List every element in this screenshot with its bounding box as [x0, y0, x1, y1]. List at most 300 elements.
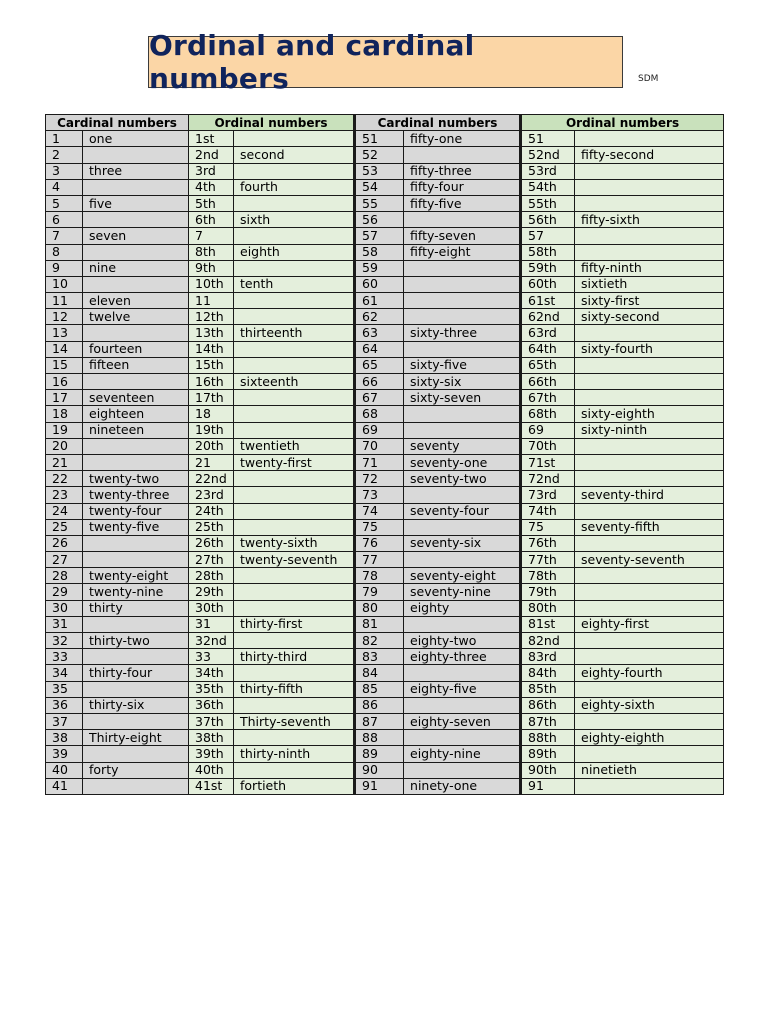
left-ordinal-number-cell: 7: [189, 228, 234, 244]
left-ordinal-number-cell: 26th: [189, 535, 234, 551]
left-ordinal-word-cell: [234, 357, 355, 373]
left-ordinal-word-cell: [234, 665, 355, 681]
left-cardinal-number-cell: 32: [46, 633, 83, 649]
right-ordinal-word-cell: [575, 584, 724, 600]
right-ordinal-number-cell: 76th: [521, 535, 575, 551]
table-row: [46, 357, 724, 373]
left-cardinal-word-cell: eighteen: [83, 406, 189, 422]
right-cardinal-word-cell: fifty-one: [404, 131, 521, 147]
right-cardinal-word-cell: sixty-five: [404, 357, 521, 373]
table-row: [46, 778, 724, 794]
right-cardinal-word-cell: seventy-two: [404, 471, 521, 487]
table-row: [46, 341, 724, 357]
right-ordinal-number-cell: 58th: [521, 244, 575, 260]
left-ordinal-number-cell: 2nd: [189, 147, 234, 163]
right-ordinal-number-cell: 65th: [521, 357, 575, 373]
left-cardinal-word-cell: twenty-three: [83, 487, 189, 503]
right-cardinal-number-cell: 61: [355, 293, 404, 309]
left-cardinal-word-cell: twenty-five: [83, 519, 189, 535]
right-ordinal-word-cell: [575, 163, 724, 179]
left-cardinal-word-cell: fourteen: [83, 341, 189, 357]
right-cardinal-number-cell: 51: [355, 131, 404, 147]
right-ordinal-word-cell: [575, 568, 724, 584]
right-ordinal-number-cell: 79th: [521, 584, 575, 600]
table-body: [46, 131, 724, 795]
right-ordinal-number-cell: 86th: [521, 697, 575, 713]
table-row: [46, 535, 724, 551]
right-cardinal-number-cell: 72: [355, 471, 404, 487]
right-cardinal-number-cell: 84: [355, 665, 404, 681]
right-cardinal-word-cell: sixty-six: [404, 374, 521, 390]
right-cardinal-number-cell: 66: [355, 374, 404, 390]
table-row: [46, 147, 724, 163]
right-cardinal-word-cell: [404, 341, 521, 357]
right-cardinal-word-cell: eighty-five: [404, 681, 521, 697]
right-ordinal-number-cell: 74th: [521, 503, 575, 519]
left-ordinal-number-cell: 24th: [189, 503, 234, 519]
left-ordinal-word-cell: [234, 503, 355, 519]
right-cardinal-number-cell: 53: [355, 163, 404, 179]
right-ordinal-number-cell: 85th: [521, 681, 575, 697]
left-cardinal-word-cell: fifteen: [83, 357, 189, 373]
left-ordinal-number-cell: 34th: [189, 665, 234, 681]
right-ordinal-word-cell: [575, 778, 724, 794]
left-cardinal-number-cell: 40: [46, 762, 83, 778]
right-cardinal-word-cell: [404, 665, 521, 681]
left-ordinal-word-cell: [234, 568, 355, 584]
left-cardinal-number-cell: 33: [46, 649, 83, 665]
left-ordinal-number-cell: 37th: [189, 713, 234, 729]
right-cardinal-word-cell: [404, 487, 521, 503]
right-cardinal-word-cell: [404, 762, 521, 778]
left-cardinal-number-cell: 18: [46, 406, 83, 422]
right-ordinal-word-cell: sixty-ninth: [575, 422, 724, 438]
left-ordinal-word-cell: twenty-sixth: [234, 535, 355, 551]
right-cardinal-number-cell: 60: [355, 276, 404, 292]
right-cardinal-word-cell: [404, 616, 521, 632]
table-row: [46, 600, 724, 616]
right-ordinal-number-cell: 70th: [521, 438, 575, 454]
table-row: [46, 454, 724, 470]
right-cardinal-number-cell: 64: [355, 341, 404, 357]
left-ordinal-number-cell: 16th: [189, 374, 234, 390]
table-row: [46, 713, 724, 729]
right-ordinal-word-cell: [575, 179, 724, 195]
right-ordinal-word-cell: [575, 471, 724, 487]
left-cardinal-number-cell: 34: [46, 665, 83, 681]
right-cardinal-word-cell: [404, 309, 521, 325]
table-row: [46, 422, 724, 438]
left-ordinal-number-cell: 39th: [189, 746, 234, 762]
right-ordinal-word-cell: [575, 390, 724, 406]
left-ordinal-word-cell: eighth: [234, 244, 355, 260]
left-cardinal-word-cell: [83, 649, 189, 665]
right-cardinal-number-cell: 56: [355, 212, 404, 228]
right-cardinal-word-cell: ninety-one: [404, 778, 521, 794]
right-cardinal-word-cell: [404, 147, 521, 163]
right-ordinal-number-cell: 56th: [521, 212, 575, 228]
table-row: [46, 697, 724, 713]
left-ordinal-word-cell: twenty-first: [234, 454, 355, 470]
left-cardinal-number-cell: 20: [46, 438, 83, 454]
left-ordinal-word-cell: tenth: [234, 276, 355, 292]
left-ordinal-number-cell: 18: [189, 406, 234, 422]
left-ordinal-number-cell: 40th: [189, 762, 234, 778]
right-cardinal-number-cell: 74: [355, 503, 404, 519]
right-ordinal-number-cell: 72nd: [521, 471, 575, 487]
left-ordinal-word-cell: sixteenth: [234, 374, 355, 390]
table-row: [46, 374, 724, 390]
right-ordinal-number-cell: 80th: [521, 600, 575, 616]
left-cardinal-number-cell: 36: [46, 697, 83, 713]
right-ordinal-number-cell: 55th: [521, 195, 575, 211]
right-cardinal-word-cell: seventy-nine: [404, 584, 521, 600]
left-cardinal-word-cell: thirty-two: [83, 633, 189, 649]
right-cardinal-number-cell: 90: [355, 762, 404, 778]
left-cardinal-word-cell: five: [83, 195, 189, 211]
left-cardinal-number-cell: 35: [46, 681, 83, 697]
left-ordinal-word-cell: fortieth: [234, 778, 355, 794]
left-ordinal-number-cell: 25th: [189, 519, 234, 535]
left-ordinal-number-cell: 22nd: [189, 471, 234, 487]
left-cardinal-number-cell: 39: [46, 746, 83, 762]
left-ordinal-number-cell: 28th: [189, 568, 234, 584]
right-cardinal-number-cell: 81: [355, 616, 404, 632]
table-row: [46, 195, 724, 211]
left-cardinal-number-cell: 25: [46, 519, 83, 535]
left-ordinal-number-cell: 15th: [189, 357, 234, 373]
left-cardinal-word-cell: [83, 179, 189, 195]
right-ordinal-number-cell: 62nd: [521, 309, 575, 325]
right-ordinal-word-cell: [575, 357, 724, 373]
right-ordinal-number-cell: 89th: [521, 746, 575, 762]
left-ordinal-word-cell: [234, 195, 355, 211]
right-cardinal-word-cell: fifty-four: [404, 179, 521, 195]
table-row: [46, 244, 724, 260]
left-ordinal-number-cell: 30th: [189, 600, 234, 616]
left-ordinal-word-cell: thirty-fifth: [234, 681, 355, 697]
right-ordinal-word-cell: [575, 503, 724, 519]
left-cardinal-word-cell: seventeen: [83, 390, 189, 406]
right-cardinal-number-cell: 91: [355, 778, 404, 794]
right-cardinal-number-cell: 73: [355, 487, 404, 503]
left-ordinal-word-cell: [234, 471, 355, 487]
right-ordinal-number-cell: 59th: [521, 260, 575, 276]
left-cardinal-word-cell: [83, 713, 189, 729]
right-ordinal-word-cell: seventy-third: [575, 487, 724, 503]
right-ordinal-word-cell: [575, 681, 724, 697]
right-cardinal-word-cell: sixty-three: [404, 325, 521, 341]
right-cardinal-word-cell: seventy: [404, 438, 521, 454]
left-ordinal-word-cell: thirteenth: [234, 325, 355, 341]
left-cardinal-number-cell: 14: [46, 341, 83, 357]
left-cardinal-number-cell: 15: [46, 357, 83, 373]
left-cardinal-number-cell: 10: [46, 276, 83, 292]
right-ordinal-number-cell: 63rd: [521, 325, 575, 341]
left-ordinal-word-cell: [234, 487, 355, 503]
table-row: [46, 179, 724, 195]
right-ordinal-word-cell: [575, 600, 724, 616]
right-ordinal-number-cell: 71st: [521, 454, 575, 470]
left-cardinal-number-cell: 19: [46, 422, 83, 438]
left-cardinal-word-cell: thirty-six: [83, 697, 189, 713]
right-cardinal-number-cell: 89: [355, 746, 404, 762]
left-cardinal-number-cell: 3: [46, 163, 83, 179]
left-ordinal-word-cell: [234, 406, 355, 422]
table-row: [46, 519, 724, 535]
left-cardinal-number-cell: 38: [46, 730, 83, 746]
right-cardinal-number-cell: 82: [355, 633, 404, 649]
left-cardinal-number-cell: 37: [46, 713, 83, 729]
table-row: [46, 293, 724, 309]
left-ordinal-word-cell: [234, 131, 355, 147]
left-cardinal-number-cell: 13: [46, 325, 83, 341]
right-ordinal-number-cell: 81st: [521, 616, 575, 632]
table-row: [46, 260, 724, 276]
left-cardinal-word-cell: [83, 147, 189, 163]
table-row: [46, 131, 724, 147]
right-cardinal-word-cell: eighty-three: [404, 649, 521, 665]
left-ordinal-word-cell: [234, 600, 355, 616]
left-ordinal-word-cell: [234, 633, 355, 649]
right-cardinal-number-cell: 59: [355, 260, 404, 276]
left-ordinal-word-cell: [234, 293, 355, 309]
right-cardinal-number-cell: 76: [355, 535, 404, 551]
left-ordinal-number-cell: 1st: [189, 131, 234, 147]
right-ordinal-number-cell: 82nd: [521, 633, 575, 649]
left-ordinal-number-cell: 36th: [189, 697, 234, 713]
right-ordinal-word-cell: [575, 244, 724, 260]
left-ordinal-word-cell: [234, 519, 355, 535]
right-cardinal-word-cell: fifty-five: [404, 195, 521, 211]
left-cardinal-word-cell: [83, 276, 189, 292]
table-row: [46, 762, 724, 778]
left-cardinal-number-cell: 1: [46, 131, 83, 147]
right-ordinal-number-cell: 69: [521, 422, 575, 438]
left-cardinal-number-cell: 27: [46, 552, 83, 568]
table-row: [46, 649, 724, 665]
left-ordinal-number-cell: 12th: [189, 309, 234, 325]
right-ordinal-word-cell: [575, 713, 724, 729]
left-ordinal-number-cell: 9th: [189, 260, 234, 276]
left-ordinal-number-cell: 27th: [189, 552, 234, 568]
table-row: [46, 584, 724, 600]
left-cardinal-word-cell: [83, 616, 189, 632]
right-ordinal-number-cell: 53rd: [521, 163, 575, 179]
left-ordinal-word-cell: [234, 260, 355, 276]
left-cardinal-word-cell: [83, 325, 189, 341]
table-row: [46, 438, 724, 454]
left-ordinal-number-cell: 41st: [189, 778, 234, 794]
right-ordinal-number-cell: 67th: [521, 390, 575, 406]
right-ordinal-word-cell: sixty-eighth: [575, 406, 724, 422]
left-cardinal-word-cell: [83, 746, 189, 762]
table-row: [46, 471, 724, 487]
left-cardinal-word-cell: Thirty-eight: [83, 730, 189, 746]
left-ordinal-word-cell: thirty-first: [234, 616, 355, 632]
left-cardinal-number-cell: 28: [46, 568, 83, 584]
right-cardinal-number-cell: 62: [355, 309, 404, 325]
left-ordinal-number-cell: 32nd: [189, 633, 234, 649]
right-ordinal-word-cell: [575, 746, 724, 762]
left-cardinal-word-cell: [83, 681, 189, 697]
left-cardinal-word-cell: twelve: [83, 309, 189, 325]
table-row: [46, 568, 724, 584]
left-ordinal-word-cell: [234, 341, 355, 357]
left-cardinal-number-cell: 23: [46, 487, 83, 503]
table-row: [46, 228, 724, 244]
left-cardinal-number-cell: 30: [46, 600, 83, 616]
left-cardinal-word-cell: thirty-four: [83, 665, 189, 681]
left-ordinal-word-cell: [234, 309, 355, 325]
table-row: [46, 503, 724, 519]
left-ordinal-word-cell: [234, 584, 355, 600]
right-cardinal-number-cell: 78: [355, 568, 404, 584]
right-cardinal-word-cell: seventy-six: [404, 535, 521, 551]
left-ordinal-number-cell: 20th: [189, 438, 234, 454]
right-cardinal-number-cell: 75: [355, 519, 404, 535]
right-cardinal-word-cell: seventy-one: [404, 454, 521, 470]
right-ordinal-word-cell: eighty-fourth: [575, 665, 724, 681]
left-cardinal-word-cell: [83, 212, 189, 228]
left-cardinal-number-cell: 6: [46, 212, 83, 228]
right-cardinal-number-cell: 79: [355, 584, 404, 600]
left-cardinal-word-cell: [83, 454, 189, 470]
left-ordinal-word-cell: twenty-seventh: [234, 552, 355, 568]
page-title: Ordinal and cardinal numbers: [149, 29, 475, 95]
right-cardinal-number-cell: 55: [355, 195, 404, 211]
right-ordinal-number-cell: 54th: [521, 179, 575, 195]
left-ordinal-word-cell: fourth: [234, 179, 355, 195]
right-cardinal-number-cell: 63: [355, 325, 404, 341]
left-cardinal-number-cell: 26: [46, 535, 83, 551]
left-ordinal-number-cell: 19th: [189, 422, 234, 438]
right-cardinal-number-cell: 58: [355, 244, 404, 260]
right-ordinal-number-cell: 88th: [521, 730, 575, 746]
table-row: [46, 633, 724, 649]
numbers-table: [45, 114, 724, 795]
left-cardinal-word-cell: forty: [83, 762, 189, 778]
left-ordinal-number-cell: 31: [189, 616, 234, 632]
right-cardinal-word-cell: [404, 422, 521, 438]
left-cardinal-word-cell: twenty-eight: [83, 568, 189, 584]
left-ordinal-word-cell: [234, 762, 355, 778]
title-box: [148, 29, 623, 95]
left-ordinal-word-cell: [234, 730, 355, 746]
right-cardinal-word-cell: [404, 697, 521, 713]
header-ordinal-right: Ordinal numbers: [521, 115, 724, 131]
right-cardinal-number-cell: 83: [355, 649, 404, 665]
right-ordinal-number-cell: 84th: [521, 665, 575, 681]
right-ordinal-number-cell: 66th: [521, 374, 575, 390]
left-ordinal-word-cell: twentieth: [234, 438, 355, 454]
right-ordinal-number-cell: 87th: [521, 713, 575, 729]
left-ordinal-number-cell: 23rd: [189, 487, 234, 503]
left-cardinal-word-cell: [83, 535, 189, 551]
author-tag: SDM: [638, 74, 659, 84]
right-cardinal-number-cell: 52: [355, 147, 404, 163]
header-ordinal-left: Ordinal numbers: [189, 115, 355, 131]
right-cardinal-number-cell: 77: [355, 552, 404, 568]
right-ordinal-word-cell: [575, 374, 724, 390]
right-ordinal-word-cell: sixty-fourth: [575, 341, 724, 357]
left-cardinal-number-cell: 12: [46, 309, 83, 325]
left-cardinal-number-cell: 4: [46, 179, 83, 195]
right-cardinal-word-cell: [404, 552, 521, 568]
table-row: [46, 746, 724, 762]
right-cardinal-number-cell: 88: [355, 730, 404, 746]
left-cardinal-number-cell: 8: [46, 244, 83, 260]
left-ordinal-number-cell: 8th: [189, 244, 234, 260]
right-ordinal-word-cell: ninetieth: [575, 762, 724, 778]
left-cardinal-number-cell: 41: [46, 778, 83, 794]
right-ordinal-word-cell: eighty-eighth: [575, 730, 724, 746]
right-cardinal-word-cell: eighty-two: [404, 633, 521, 649]
right-ordinal-word-cell: seventy-seventh: [575, 552, 724, 568]
right-cardinal-number-cell: 65: [355, 357, 404, 373]
right-cardinal-number-cell: 86: [355, 697, 404, 713]
right-cardinal-word-cell: [404, 260, 521, 276]
left-ordinal-number-cell: 6th: [189, 212, 234, 228]
right-cardinal-number-cell: 87: [355, 713, 404, 729]
left-ordinal-number-cell: 29th: [189, 584, 234, 600]
right-ordinal-number-cell: 83rd: [521, 649, 575, 665]
left-cardinal-word-cell: [83, 552, 189, 568]
left-cardinal-number-cell: 21: [46, 454, 83, 470]
right-ordinal-word-cell: [575, 438, 724, 454]
left-ordinal-number-cell: 38th: [189, 730, 234, 746]
left-cardinal-number-cell: 9: [46, 260, 83, 276]
right-ordinal-number-cell: 73rd: [521, 487, 575, 503]
right-cardinal-word-cell: [404, 212, 521, 228]
right-ordinal-number-cell: 51: [521, 131, 575, 147]
right-ordinal-word-cell: fifty-sixth: [575, 212, 724, 228]
right-ordinal-word-cell: [575, 535, 724, 551]
right-ordinal-word-cell: [575, 131, 724, 147]
table-row: [46, 552, 724, 568]
right-cardinal-word-cell: sixty-seven: [404, 390, 521, 406]
table-row: [46, 681, 724, 697]
left-cardinal-word-cell: seven: [83, 228, 189, 244]
header-cardinal-left: Cardinal numbers: [46, 115, 189, 131]
left-cardinal-word-cell: [83, 778, 189, 794]
right-ordinal-word-cell: seventy-fifth: [575, 519, 724, 535]
right-cardinal-word-cell: fifty-eight: [404, 244, 521, 260]
left-cardinal-word-cell: twenty-four: [83, 503, 189, 519]
left-ordinal-word-cell: [234, 163, 355, 179]
left-cardinal-number-cell: 7: [46, 228, 83, 244]
left-ordinal-word-cell: sixth: [234, 212, 355, 228]
left-cardinal-word-cell: [83, 438, 189, 454]
right-ordinal-number-cell: 78th: [521, 568, 575, 584]
right-ordinal-number-cell: 57: [521, 228, 575, 244]
table-row: [46, 616, 724, 632]
left-ordinal-number-cell: 13th: [189, 325, 234, 341]
right-ordinal-number-cell: 75: [521, 519, 575, 535]
left-ordinal-word-cell: thirty-third: [234, 649, 355, 665]
right-ordinal-word-cell: [575, 454, 724, 470]
header-row: [46, 115, 724, 131]
left-cardinal-number-cell: 11: [46, 293, 83, 309]
right-cardinal-number-cell: 69: [355, 422, 404, 438]
right-cardinal-word-cell: seventy-four: [404, 503, 521, 519]
right-ordinal-number-cell: 77th: [521, 552, 575, 568]
left-cardinal-number-cell: 16: [46, 374, 83, 390]
left-ordinal-number-cell: 17th: [189, 390, 234, 406]
left-cardinal-word-cell: thirty: [83, 600, 189, 616]
right-ordinal-word-cell: fifty-second: [575, 147, 724, 163]
left-ordinal-number-cell: 33: [189, 649, 234, 665]
